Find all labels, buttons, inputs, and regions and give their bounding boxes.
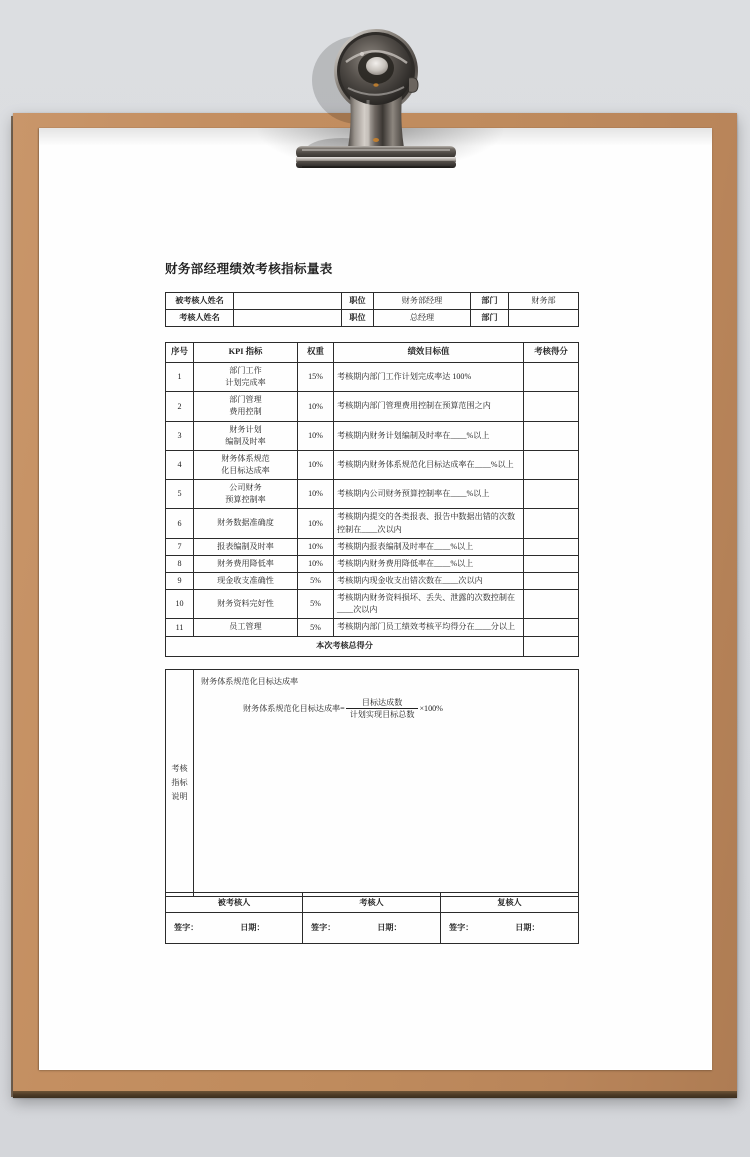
- kpi-score-input[interactable]: [524, 363, 579, 392]
- kpi-score-input[interactable]: [524, 572, 579, 589]
- kpi-indicator-name: [194, 392, 298, 421]
- kpi-indicator-name: [194, 480, 298, 509]
- kpi-row-number: 4: [166, 450, 194, 479]
- kpi-score-input[interactable]: [524, 509, 579, 538]
- formula-numerator: 目标达成数: [361, 697, 403, 707]
- kpi-row-number: 7: [166, 538, 194, 555]
- appraisee-name-value[interactable]: [234, 293, 342, 310]
- kpi-target-value: 考核期内部门管理费用控制在预算范围之内: [334, 392, 524, 421]
- kpi-score-input[interactable]: [524, 619, 579, 636]
- kpi-score-input[interactable]: [524, 590, 579, 619]
- kpi-indicator-name: [194, 572, 298, 589]
- kpi-target-value: 考核期内现金收支出错次数在____次以内: [334, 572, 524, 589]
- appraisee-dept-label: 部门: [471, 293, 509, 310]
- date-label: 日期：: [377, 923, 402, 933]
- kpi-weight: 10%: [298, 480, 334, 509]
- table-row: [166, 392, 579, 421]
- kpi-weight: 10%: [298, 509, 334, 538]
- kpi-score-input[interactable]: [524, 480, 579, 509]
- indicator-explanation-table: [165, 669, 579, 897]
- appraiser-position-value[interactable]: 总经理: [374, 310, 471, 327]
- signature-cell-appraisee[interactable]: [166, 913, 303, 944]
- kpi-name-line-2: 编制及时率: [225, 436, 266, 446]
- kpi-indicator-name: [194, 555, 298, 572]
- kpi-name-line-1: 公司财务: [229, 483, 262, 493]
- kpi-target-value: 考核期内部门工作计划完成率达 100%: [334, 363, 524, 392]
- kpi-score-input[interactable]: [524, 555, 579, 572]
- kpi-row-number: 9: [166, 572, 194, 589]
- appraisee-position-value[interactable]: 财务部经理: [374, 293, 471, 310]
- kpi-score-input[interactable]: [524, 450, 579, 479]
- kpi-weight: 10%: [298, 538, 334, 555]
- kpi-row-number: 3: [166, 421, 194, 450]
- table-row: [166, 572, 579, 589]
- col-header-no: 序号: [166, 343, 194, 363]
- signature-fields-row: [166, 913, 579, 944]
- col-header-weight: 权重: [298, 343, 334, 363]
- total-score-label: 本次考核总得分: [166, 636, 524, 656]
- table-row: [166, 293, 579, 310]
- appraiser-name-label: 考核人姓名: [166, 310, 234, 327]
- kpi-target-value: 考核期内部门员工绩效考核平均得分在____分以上: [334, 619, 524, 636]
- kpi-score-input[interactable]: [524, 392, 579, 421]
- formula-left-side: 财务体系规范化目标达成率=: [243, 704, 345, 714]
- signature-cell-appraiser[interactable]: [303, 913, 441, 944]
- table-row: [166, 509, 579, 538]
- signature-header-row: [166, 893, 579, 913]
- kpi-table-header-row: [166, 343, 579, 363]
- explanation-heading: 财务体系规范化目标达成率: [201, 677, 299, 686]
- formula-suffix: ×100%: [419, 704, 443, 714]
- kpi-row-number: 11: [166, 619, 194, 636]
- kpi-indicator-name: [194, 619, 298, 636]
- date-label: 日期：: [240, 923, 265, 933]
- kpi-row-number: 2: [166, 392, 194, 421]
- kpi-weight: 10%: [298, 555, 334, 572]
- performance-appraisal-document: [39, 128, 712, 1070]
- kpi-indicator-name: [194, 363, 298, 392]
- signature-header-appraisee: 被考核人: [166, 893, 303, 913]
- signature-label: 签字：: [449, 923, 474, 933]
- kpi-table: [165, 342, 579, 657]
- kpi-weight: 5%: [298, 590, 334, 619]
- col-header-target: 绩效目标值: [334, 343, 524, 363]
- kpi-name-line-1: 财务资料完好性: [217, 599, 274, 609]
- kpi-score-input[interactable]: [524, 421, 579, 450]
- kpi-row-number: 1: [166, 363, 194, 392]
- kpi-name-line-2: 计划完成率: [225, 378, 266, 388]
- signature-label: 签字：: [174, 923, 199, 933]
- kpi-target-value: 考核期内财务资料损坏、丢失、泄露的次数控制在____次以内: [334, 590, 524, 619]
- kpi-name-line-1: 财务计划: [229, 424, 262, 434]
- clipboard-bottom-edge: [13, 1091, 737, 1098]
- kpi-name-line-1: 财务数据准确度: [217, 518, 274, 528]
- kpi-target-value: 考核期内财务计划编制及时率在____%以上: [334, 421, 524, 450]
- table-row: [166, 590, 579, 619]
- kpi-weight: 5%: [298, 572, 334, 589]
- kpi-score-input[interactable]: [524, 538, 579, 555]
- table-row: [166, 310, 579, 327]
- formula-denominator: 计划实现目标总数: [346, 708, 419, 721]
- kpi-weight: 15%: [298, 363, 334, 392]
- kpi-weight: 10%: [298, 450, 334, 479]
- table-row: [166, 450, 579, 479]
- table-row: [166, 670, 579, 897]
- signature-label: 签字：: [311, 923, 336, 933]
- employee-info-table: [165, 292, 579, 327]
- formula: [243, 697, 571, 721]
- kpi-name-line-1: 员工管理: [229, 622, 262, 632]
- table-row: [166, 421, 579, 450]
- kpi-row-number: 5: [166, 480, 194, 509]
- formula-fraction: [346, 697, 419, 721]
- kpi-total-row: [166, 636, 579, 656]
- appraisee-name-label: 被考核人姓名: [166, 293, 234, 310]
- page-title: 财务部经理绩效考核指标量表: [165, 262, 333, 276]
- kpi-name-line-1: 财务体系规范: [221, 453, 270, 463]
- table-row: [166, 538, 579, 555]
- kpi-weight: 10%: [298, 421, 334, 450]
- kpi-name-line-1: 现金收支准确性: [217, 575, 274, 585]
- kpi-row-number: 8: [166, 555, 194, 572]
- date-label: 日期：: [515, 923, 540, 933]
- appraiser-name-value[interactable]: [234, 310, 342, 327]
- kpi-row-number: 10: [166, 590, 194, 619]
- appraiser-position-label: 职位: [342, 310, 374, 327]
- signature-header-appraiser: 考核人: [303, 893, 441, 913]
- kpi-weight: 5%: [298, 619, 334, 636]
- explanation-label-line-3: 说明: [171, 791, 188, 801]
- explanation-body: [194, 670, 579, 897]
- table-row: [166, 619, 579, 636]
- signature-header-reviewer: 复核人: [441, 893, 579, 913]
- appraisee-position-label: 职位: [342, 293, 374, 310]
- signature-table: [165, 892, 579, 944]
- table-row: [166, 480, 579, 509]
- kpi-name-line-1: 报表编制及时率: [217, 541, 274, 551]
- explanation-label: [166, 670, 194, 897]
- kpi-indicator-name: [194, 590, 298, 619]
- kpi-indicator-name: [194, 509, 298, 538]
- col-header-kpi: KPI 指标: [194, 343, 298, 363]
- appraiser-dept-label: 部门: [471, 310, 509, 327]
- kpi-weight: 10%: [298, 392, 334, 421]
- appraiser-dept-value[interactable]: [509, 310, 579, 327]
- kpi-target-value: 考核期内提交的各类报表、报告中数据出错的次数控制在____次以内: [334, 509, 524, 538]
- kpi-name-line-2: 化目标达成率: [221, 465, 270, 475]
- kpi-indicator-name: [194, 450, 298, 479]
- kpi-name-line-2: 预算控制率: [225, 495, 266, 505]
- kpi-target-value: 考核期内财务体系规范化目标达成率在____%以上: [334, 450, 524, 479]
- kpi-indicator-name: [194, 538, 298, 555]
- kpi-name-line-2: 费用控制: [229, 407, 262, 417]
- kpi-target-value: 考核期内报表编制及时率在____%以上: [334, 538, 524, 555]
- kpi-target-value: 考核期内财务费用降低率在____%以上: [334, 555, 524, 572]
- col-header-score: 考核得分: [524, 343, 579, 363]
- table-row: [166, 555, 579, 572]
- kpi-name-line-1: 财务费用降低率: [217, 558, 274, 568]
- explanation-label-line-2: 指标: [171, 778, 188, 788]
- kpi-name-line-1: 部门管理: [229, 395, 262, 405]
- kpi-row-number: 6: [166, 509, 194, 538]
- signature-cell-reviewer[interactable]: [441, 913, 579, 944]
- appraisee-dept-value[interactable]: 财务部: [509, 293, 579, 310]
- table-row: [166, 363, 579, 392]
- explanation-label-line-1: 考核: [171, 764, 188, 774]
- kpi-indicator-name: [194, 421, 298, 450]
- kpi-name-line-1: 部门工作: [229, 366, 262, 375]
- kpi-target-value: 考核期内公司财务预算控制率在____%以上: [334, 480, 524, 509]
- total-score-input[interactable]: [524, 636, 579, 656]
